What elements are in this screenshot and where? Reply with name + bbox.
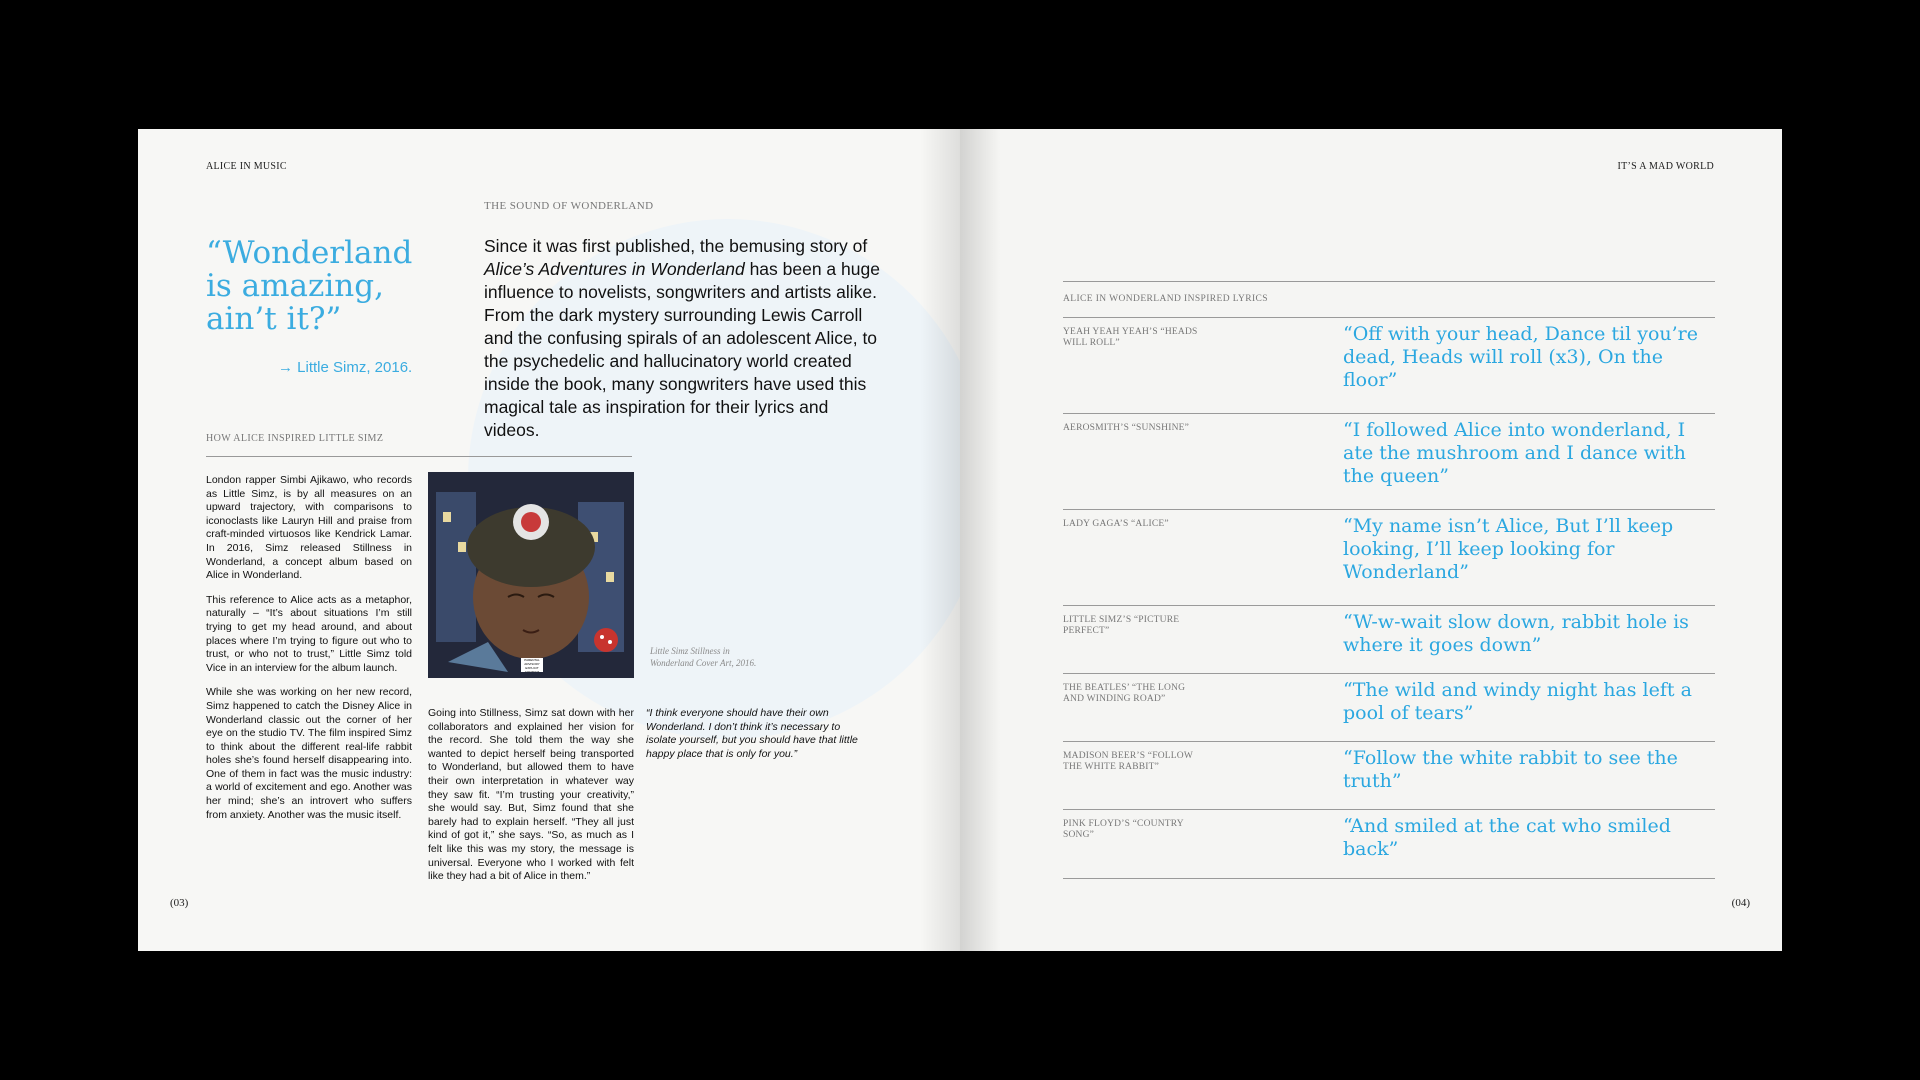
side-quote: “I think everyone should have their own Wonderland. I don’t think it’s necessary to isolate yourself, but you should have that little happy place that is only for you.” bbox=[646, 707, 858, 760]
table-top-rule bbox=[1063, 281, 1715, 282]
lyric-song-title: MADISON BEER’S “FOLLOW THE WHITE RABBIT” bbox=[1063, 751, 1193, 772]
left-running-header: ALICE IN MUSIC bbox=[206, 161, 287, 172]
subsection-kicker: HOW ALICE INSPIRED LITTLE SIMZ bbox=[206, 433, 384, 444]
lyric-song-title: PINK FLOYD’S “COUNTRY SONG” bbox=[1063, 819, 1184, 840]
lyric-quote: “W-w-wait slow down, rabbit hole is where it goes down” bbox=[1343, 611, 1689, 656]
lyric-row bbox=[1063, 509, 1715, 606]
body-paragraph: Going into Stillness, Simz sat down with her collaborators and explained her vision for the record. She told them the way she wanted to depict herself being transported to Wonderland, but allowed them to have their own interpretation in whatever way they saw fit. “I’m trusting your creativity,” she would say. But, Simz found that she barely had to explain herself. “They all just kind of got it,” she says. “So, as much as I felt like this was my story, the message is universal. Everyone who I worked with felt like they had a bit of Alice in them.” bbox=[428, 707, 634, 883]
right-page bbox=[960, 129, 1782, 951]
right-running-header: IT’S A MAD WORLD bbox=[1617, 161, 1714, 172]
body-column-1 bbox=[206, 474, 412, 833]
pull-quote: “Wonderland is amazing, ain’t it?” bbox=[206, 235, 413, 337]
lyric-quote: “The wild and windy night has left a pool of tears” bbox=[1343, 679, 1692, 724]
lyric-song-title: LADY GAGA’S “ALICE” bbox=[1063, 519, 1169, 529]
page-number-left: (03) bbox=[170, 897, 189, 909]
body-paragraph: This reference to Alice acts as a metaphor, naturally – “It’s about situations I’m still trying to get my head around, and about places where I’m trying to figure out who to trust, or who not to trust,” Little Simz told Vice in an interview for the album launch. bbox=[206, 593, 412, 674]
page-number-right: (04) bbox=[1731, 897, 1750, 909]
body-column-2 bbox=[428, 707, 634, 895]
section-kicker: THE SOUND OF WONDERLAND bbox=[484, 200, 654, 212]
album-caption: Little Simz Stillness in Wonderland Cover Art, 2016. bbox=[650, 646, 757, 668]
parental-advisory-badge: PARENTAL ADVISORY EXPLICIT CONTENT bbox=[521, 658, 543, 672]
lyric-song-title: YEAH YEAH YEAH’S “HEADS WILL ROLL” bbox=[1063, 327, 1198, 348]
gutter-shadow bbox=[920, 129, 960, 951]
pull-quote-attribution: → Little Simz, 2016. bbox=[278, 359, 413, 376]
album-cover-image bbox=[428, 472, 634, 678]
lyric-row bbox=[1063, 809, 1715, 879]
lyric-quote: “Follow the white rabbit to see the truth” bbox=[1343, 747, 1678, 792]
left-page bbox=[138, 129, 960, 951]
gutter-shadow bbox=[960, 129, 1000, 951]
lyrics-table-title: ALICE IN WONDERLAND INSPIRED LYRICS bbox=[1063, 294, 1268, 304]
lyric-row bbox=[1063, 673, 1715, 742]
body-paragraph: While she was working on her new record, Simz happened to catch the Disney Alice in Wonderland classic out the corner of her eye on the studio TV. The film inspired Simz to think about the different real-life rabbit holes she’s found herself disappearing into. One of them in fact was the music industry: a world of excitement and ego. Another was her mind; she’s an introvert who suffers from anxiety. Another was the music itself. bbox=[206, 686, 412, 821]
lyric-row bbox=[1063, 413, 1715, 510]
body-paragraph: London rapper Simbi Ajikawo, who records as Little Simz, is by all measures on an upward trajectory, with comparisons to iconoclasts like Lauryn Hill and praise from craft-minded virtuosos like Kendrick Lamar. In 2016, Simz released Stillness in Wonderland, a concept album based on Alice in Wonderland. bbox=[206, 474, 412, 582]
lyric-row bbox=[1063, 317, 1715, 414]
lyric-song-title: LITTLE SIMZ’S “PICTURE PERFECT” bbox=[1063, 615, 1180, 636]
album-art-illustration bbox=[428, 472, 634, 678]
lyric-quote: “And smiled at the cat who smiled back” bbox=[1343, 815, 1671, 860]
lyric-song-title: AEROSMITH’S “SUNSHINE” bbox=[1063, 423, 1190, 433]
lyric-row bbox=[1063, 605, 1715, 674]
lyric-quote: “I followed Alice into wonderland, I ate the mushroom and I dance with the queen” bbox=[1343, 419, 1686, 487]
lyric-row bbox=[1063, 741, 1715, 810]
lyric-song-title: THE BEATLES’ “THE LONG AND WINDING ROAD” bbox=[1063, 683, 1186, 704]
lyric-quote: “My name isn’t Alice, But I’ll keep looking, I’ll keep looking for Wonderland” bbox=[1343, 515, 1674, 583]
lyric-quote: “Off with your head, Dance til you’re dead, Heads will roll (x3), On the floor” bbox=[1343, 323, 1698, 391]
intro-paragraph: Since it was first published, the bemusing story of Alice’s Adventures in Wonderland has been a huge influence to novelists, songwriters and artists alike. From the dark mystery surrounding Lewis Carroll and the confusing spirals of an adolescent Alice, to the psychedelic and hallucinatory world created inside the book, many songwriters have used this magical tale as inspiration for their lyrics and videos. bbox=[484, 236, 880, 440]
section-rule bbox=[206, 456, 632, 457]
